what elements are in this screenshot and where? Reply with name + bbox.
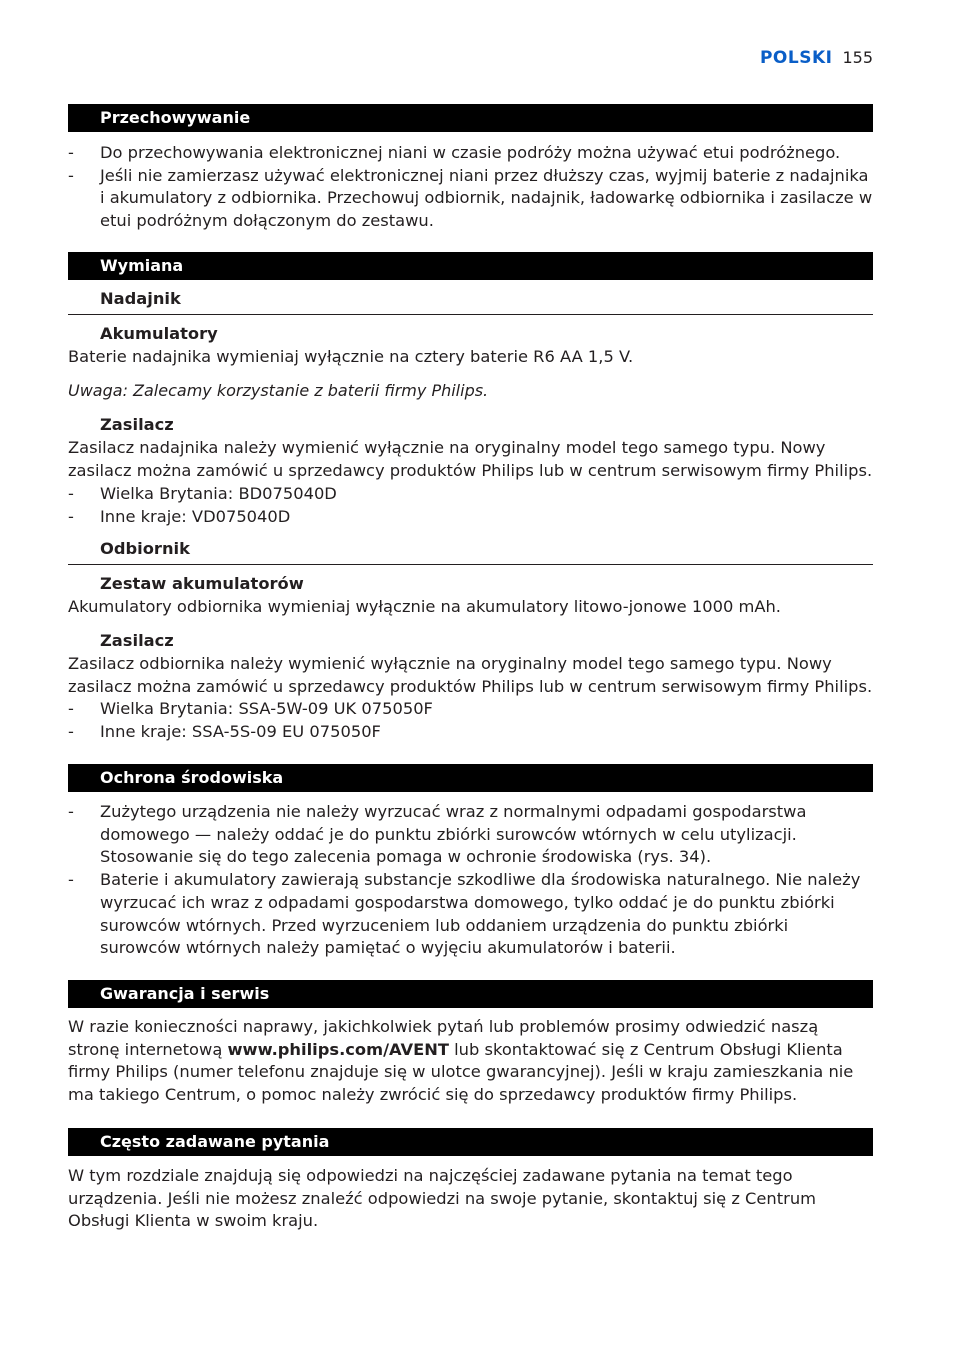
transmitter-adapter-title: Zasilacz	[100, 415, 174, 434]
environment-list	[68, 801, 873, 960]
list-item: - Wielka Brytania: SSA-5W-09 UK 075050F	[68, 698, 873, 721]
subsection-title-transmitter: Nadajnik	[68, 287, 873, 315]
receiver-adapter-title: Zasilacz	[100, 631, 174, 650]
faq-text: W tym rozdziale znajdują się odpowiedzi na najczęściej zadawane pytania na temat tego urządzenia. Jeśli nie możesz znaleźć odpowiedzi na swoje pytanie, skontaktuj się z Centrum Obsługi Klienta w swoim kraju.	[68, 1166, 816, 1231]
language-label: POLSKI	[759, 48, 833, 68]
receiver-pack-title: Zestaw akumulatorów	[100, 574, 304, 593]
list-item: - Wielka Brytania: BD075040D	[68, 483, 873, 506]
list-item: - Zużytego urządzenia nie należy wyrzucać wraz z normalnymi odpadami gospodarstwa domowego — należy oddać je do punktu zbiórki surowców wtórnych w celu utylizacji. Stosowanie się do tego zalecenia pomaga w ochronie środowiska (rys. 34).	[68, 801, 873, 869]
section-title-replacement: Wymiana	[68, 252, 873, 280]
list-item: - Inne kraje: SSA-5S-09 EU 075050F	[68, 721, 873, 744]
page-number: 155	[842, 48, 873, 67]
transmitter-adapter-list	[68, 483, 873, 528]
receiver-pack-text: Akumulatory odbiornika wymieniaj wyłącznie na akumulatory litowo-jonowe 1000 mAh.	[68, 597, 781, 616]
warranty-text-before: W razie konieczności naprawy, jakichkolwiek pytań lub problemów prosimy odwiedzić naszą stronę internetową	[68, 1017, 819, 1059]
section-title-environment: Ochrona środowiska	[68, 764, 873, 792]
warranty-text	[68, 1016, 873, 1107]
section-title-warranty: Gwarancja i serwis	[68, 980, 873, 1008]
warranty-text-after: lub skontaktować się z Centrum Obsługi Klienta firmy Philips (numer telefonu znajduje się w ulotce gwarancyjnej). Jeśli w kraju zamieszkania nie ma takiego Centrum, o pomoc należy zwrócić się do sprzedawcy produktów firmy Philips.	[68, 1039, 854, 1105]
transmitter-batteries-text: Baterie nadajnika wymieniaj wyłącznie na cztery baterie R6 AA 1,5 V.	[68, 347, 634, 366]
list-item: - Do przechowywania elektronicznej niani w czasie podróży można używać etui podróżnego.	[68, 142, 873, 165]
transmitter-batteries-title: Akumulatory	[100, 324, 218, 343]
page-header	[760, 48, 873, 68]
list-item: - Inne kraje: VD075040D	[68, 506, 873, 529]
list-item: - Baterie i akumulatory zawierają substancje szkodliwe dla środowiska naturalnego. Nie należy wyrzucać ich wraz z odpadami gospodarstwa domowego, tylko oddać je do punktu zbiórki surowców wtórnych. Przed wyrzuceniem lub oddaniem urządzenia do punktu zbiórki surowców wtórnych należy pamiętać o wyjęciu akumulatorów i baterii.	[68, 869, 873, 960]
transmitter-adapter-text: Zasilacz nadajnika należy wymienić wyłącznie na oryginalny model tego samego typu. Nowy zasilacz można zamówić u sprzedawcy produktów Philips lub w centrum serwisowym firmy Philips.	[68, 438, 873, 480]
subsection-title-receiver: Odbiornik	[68, 537, 873, 565]
philips-avent-link[interactable]: www.philips.com/AVENT	[227, 1039, 449, 1059]
list-item: - Jeśli nie zamierzasz używać elektronicznej niani przez dłuższy czas, wyjmij baterie z nadajnika i akumulatory z odbiornika. Przechowuj odbiornik, nadajnik, ładowarkę odbiornika i zasilacze w etui podróżnym dołączonym do zestawu.	[68, 165, 873, 233]
section-title-faq: Często zadawane pytania	[68, 1128, 873, 1156]
receiver-adapter-list	[68, 698, 873, 743]
receiver-adapter-text: Zasilacz odbiornika należy wymienić wyłącznie na oryginalny model tego samego typu. Nowy zasilacz można zamówić u sprzedawcy produktów Philips lub w centrum serwisowym firmy Philips.	[68, 654, 873, 696]
storage-list	[68, 142, 873, 233]
section-title-storage: Przechowywanie	[68, 104, 873, 132]
transmitter-note: Uwaga: Zalecamy korzystanie z baterii firmy Philips.	[68, 381, 489, 400]
